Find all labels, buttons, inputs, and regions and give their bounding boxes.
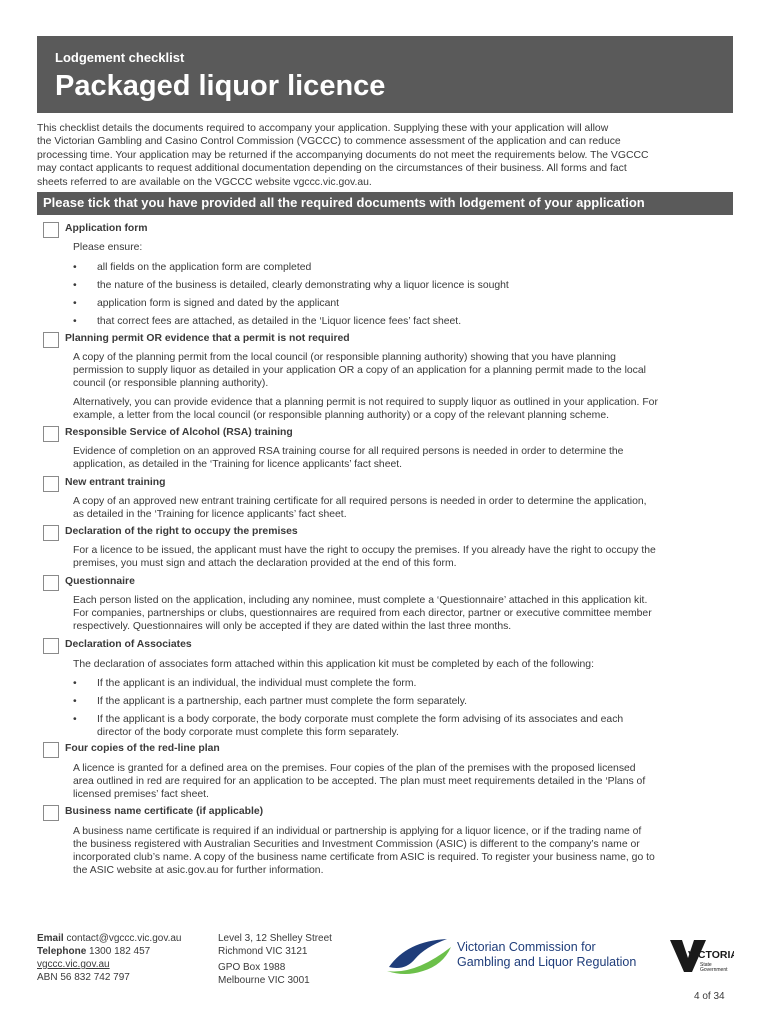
intro-paragraph: [37, 122, 733, 189]
body-line: the ASIC website at asic.gov.au for further information.: [73, 865, 324, 876]
item-body: [73, 351, 733, 390]
telephone-value: 1300 182 457: [89, 946, 151, 957]
logo-line: Gambling and Liquor Regulation: [457, 955, 637, 969]
bullet-item: [73, 713, 733, 739]
item-title: Four copies of the red-line plan: [65, 743, 220, 754]
section-banner: [37, 192, 733, 215]
body-line: Evidence of completion on an approved RSA training course for all required persons is needed in order to determine the: [73, 446, 624, 457]
item-title: Declaration of Associates: [65, 639, 192, 650]
telephone-row: [37, 945, 181, 958]
item-body: [73, 762, 733, 801]
body-line: A licence is granted for a defined area on the premises. Four copies of the plan of the premises with the proposed licensed: [73, 763, 636, 774]
checkbox-rsa-training[interactable]: [43, 426, 59, 442]
body-line: licensed premises’ fact sheet.: [73, 789, 209, 800]
body-line: the business registered with Australian Securities and Investment Commission (ASIC) is different to the company’s name or: [73, 839, 640, 850]
email-link[interactable]: contact@vgccc.vic.gov.au: [66, 933, 182, 944]
footer-address: [218, 932, 332, 987]
checkbox-new-entrant[interactable]: [43, 476, 59, 492]
checkbox-questionnaire[interactable]: [43, 575, 59, 591]
footer-contact: [37, 932, 181, 984]
body-line: permission to supply liquor as detailed in your application OR a copy of an application for a planning permit made to the local: [73, 365, 646, 376]
item-title: Responsible Service of Alcohol (RSA) training: [65, 427, 293, 438]
checkbox-redline-plan[interactable]: [43, 742, 59, 758]
item-title: Declaration of the right to occupy the premises: [65, 526, 298, 537]
intro-line: This checklist details the documents required to accompany your application. Supplying these with your application will allow: [37, 123, 609, 134]
telephone-label: Telephone: [37, 946, 87, 957]
body-line: example, a letter from the local council (or responsible planning authority) or a copy of the relevant planning scheme.: [73, 410, 609, 421]
email-label: Email: [37, 933, 64, 944]
section-banner-text: Please tick that you have provided all the required documents with lodgement of your application: [43, 195, 645, 210]
vic-sub1: State: [700, 962, 712, 968]
item-title: Business name certificate (if applicable): [65, 806, 264, 817]
page-number: 4 of 34: [694, 991, 725, 1002]
item-title: Questionnaire: [65, 576, 135, 587]
body-line: incorporated club’s name. A copy of the business name certificate from ASIC is required. To register your business name, go to: [73, 852, 655, 863]
item-body: [73, 544, 733, 570]
body-line: council (or responsible planning authority).: [73, 378, 269, 389]
body-line: A copy of the planning permit from the local council (or responsible planning authority) showing that you have planning: [73, 352, 616, 363]
bullet-line: • If the applicant is a body corporate, the body corporate must complete the form advising of its associates and each: [97, 714, 624, 725]
body-line: A business name certificate is required if an individual or partnership is applying for a liquor licence, or if the trading name of: [73, 826, 642, 837]
vgccc-logo-text: [457, 940, 636, 970]
victoria-government-logo: [668, 938, 734, 974]
body-line: as detailed in the ‘Training for licence applicants’ fact sheet.: [73, 509, 347, 520]
website-link[interactable]: vgccc.vic.gov.au: [37, 959, 110, 970]
vic-word: VICTORIA: [688, 949, 734, 961]
item-title: Planning permit OR evidence that a permit is not required: [65, 333, 350, 344]
checkbox-business-name[interactable]: [43, 805, 59, 821]
body-line: application, as detailed in the ‘Training for licence applicants’ fact sheet.: [73, 459, 403, 470]
header-subtitle: Lodgement checklist: [55, 50, 185, 65]
bullet-item: • application form is signed and dated by the applicant: [73, 297, 733, 310]
intro-line: may contact applicants to request additional documentation depending on the circumstances of their business. All forms and fact: [37, 163, 627, 175]
bullet-item: • the nature of the business is detailed, clearly demonstrating why a liquor licence is sought: [73, 279, 733, 292]
logo-line: Victorian Commission for: [457, 940, 596, 954]
intro-line: sheets referred to are available on the VGCCC website vgccc.vic.gov.au.: [37, 176, 372, 188]
address-line: Level 3, 12 Shelley Street: [218, 933, 332, 944]
address-line: Melbourne VIC 3001: [218, 975, 310, 986]
item-title: Application form: [65, 223, 148, 234]
body-line: Alternatively, you can provide evidence that a planning permit is not required to supply liquor as outlined in your application. For: [73, 397, 658, 408]
item-title: New entrant training: [65, 477, 166, 488]
bullet-item: • If the applicant is an individual, the individual must complete the form.: [73, 677, 733, 690]
body-line: For companies, partnerships or clubs, questionnaires are required from each director, partner or executive committee member: [73, 608, 652, 619]
victoria-logo-mark-icon: [668, 938, 734, 974]
bullet-list: [73, 261, 733, 328]
bullet-item: • that correct fees are attached, as detailed in the ‘Liquor licence fees’ fact sheet.: [73, 315, 733, 328]
website-row: [37, 958, 181, 971]
body-line: Each person listed on the application, including any nominee, must complete a ‘Questionnaire’ attached in this application kit.: [73, 595, 648, 606]
body-line: respectively. Questionnaires will only be accepted if they are dated within the last three months.: [73, 621, 512, 632]
checkbox-planning-permit[interactable]: [43, 332, 59, 348]
bullet-list: [73, 677, 733, 739]
item-body: [73, 495, 733, 521]
item-body: [73, 825, 733, 877]
vic-sub2: Government: [700, 967, 728, 973]
abn: ABN 56 832 742 797: [37, 972, 130, 983]
body-line: A copy of an approved new entrant training certificate for all required persons is needed in order to determine the application,: [73, 496, 647, 507]
checkbox-premises[interactable]: [43, 525, 59, 541]
body-line: premises, you must sign and attach the declaration provided at the end of this form.: [73, 558, 457, 569]
address-line: Richmond VIC 3121: [218, 946, 308, 957]
bullet-item: • If the applicant is a partnership, each partner must complete the form separately.: [73, 695, 733, 708]
vgccc-logo-mark-icon: [385, 937, 455, 975]
bullet-item: • all fields on the application form are completed: [73, 261, 733, 274]
checkbox-application-form[interactable]: [43, 222, 59, 238]
intro-line: processing time. Your application may be returned if the accompanying documents do not meet the requirements below. The VGCCC: [37, 149, 649, 161]
bullet-line: director of the body corporate must complete this form separately.: [97, 727, 399, 738]
body-line: area outlined in red are required for an application to be accepted. The plan must meet requirements detailed in the ‘Plans of: [73, 776, 646, 787]
item-lead: The declaration of associates form attached within this application kit must be completed by each of the following:: [73, 659, 594, 670]
vgccc-logo: [385, 937, 655, 977]
intro-line: the Victorian Gambling and Casino Control Commission (VGCCC) to commence assessment of the application and can reduce: [37, 136, 621, 148]
header-banner: [37, 36, 733, 113]
address-line: GPO Box 1988: [218, 962, 286, 973]
item-body: [73, 445, 733, 471]
item-lead: Please ensure:: [73, 242, 143, 253]
checkbox-associates[interactable]: [43, 638, 59, 654]
body-line: For a licence to be issued, the applicant must have the right to occupy the premises. If you already have the right to occupy the: [73, 545, 656, 556]
page-title: Packaged liquor licence: [55, 70, 386, 102]
email-row: [37, 932, 181, 945]
item-body: [73, 594, 733, 633]
item-body: [73, 396, 733, 422]
